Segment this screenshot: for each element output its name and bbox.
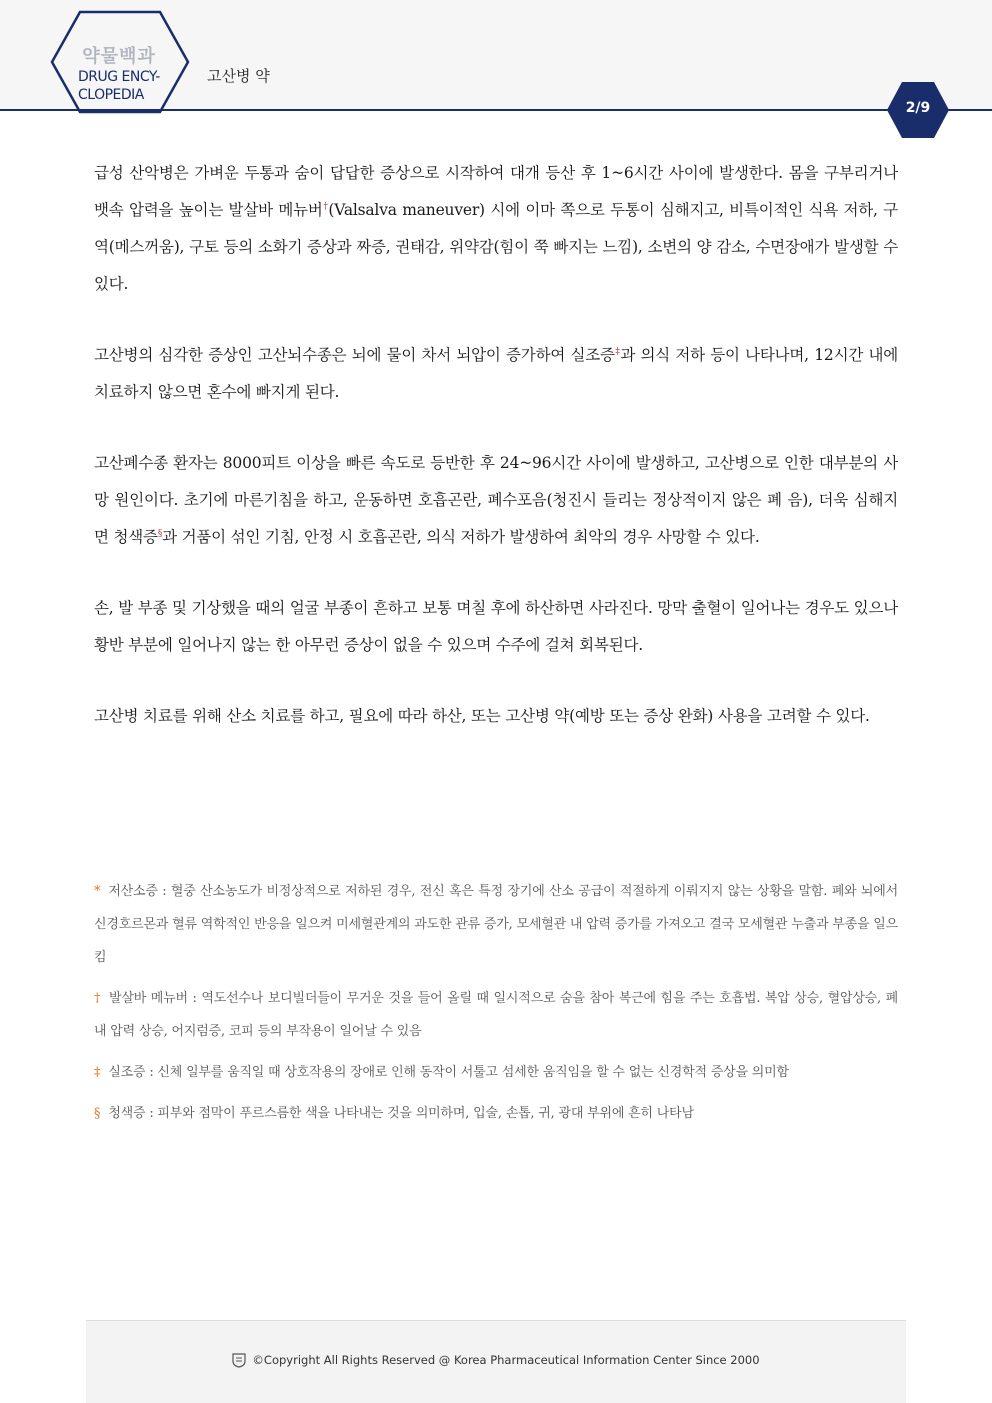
paragraph-text: (Valsalva maneuver) 시에 이마 쪽으로 두통이 심해지고, 비특이적인 식욕 저하, 구역(메스꺼움), 구토 등의 소화기 증상과 짜증, 권태감, 위약감(힘이 쭉 빠지는 느낌), 소변의 양 감소, 수면장애가 발생할 수 있다. <box>94 201 899 293</box>
main-content <box>94 155 898 769</box>
logo-korean: 약물백과 <box>82 46 156 67</box>
logo-english-line2: CLOPEDIA <box>78 87 144 103</box>
logo-english <box>78 68 178 104</box>
footnote-cyanosis <box>94 1097 898 1130</box>
footnote-mark: ‡ <box>614 346 621 357</box>
footnote-mark: § <box>157 528 163 539</box>
footnote-text: 저산소증 : 혈중 산소농도가 비정상적으로 저하된 경우, 전신 혹은 특정 장기에 산소 공급이 적절하게 이뤄지지 않는 상황을 말함. 폐와 뇌에서 신경호르몬과 혈류 역학적인 반응을 일으켜 미세혈관계의 과도한 관류 증가, 모세혈관 내 압력 증가를 가져오고 결국 모세혈관 누출과 부종을 일으킴 <box>94 884 898 965</box>
footnote-hypoxia <box>94 875 898 974</box>
footnote-text: 실조증 : 신체 일부를 움직일 때 상호작용의 장애로 인해 동작이 서툴고 섬세한 움직임을 할 수 없는 신경학적 증상을 의미함 <box>108 1065 789 1080</box>
paragraph-cerebral-edema <box>94 337 898 411</box>
paragraph-pulmonary-edema <box>94 445 898 556</box>
paragraph-text: 과 의식 저하 등이 나타나며, 12시간 내에 치료하지 않으면 혼수에 빠지게 된다. <box>94 346 899 401</box>
footnote-symbol: ‡ <box>94 1065 101 1080</box>
page-number: 2/9 <box>905 100 931 116</box>
paragraph-edema: 손, 발 부종 및 기상했을 때의 얼굴 부종이 흔하고 보통 며칠 후에 하산하면 사라진다. 망막 출혈이 일어나는 경우도 있으나 황반 부분에 일어나지 않는 한 아무런 증상이 없을 수 있으며 수주에 걸쳐 회복된다. <box>94 599 898 654</box>
footnote-valsalva <box>94 982 898 1048</box>
footer <box>86 1320 906 1403</box>
shield-icon <box>232 1353 246 1368</box>
paragraph-acute-mountain-sickness <box>94 155 898 303</box>
footnote-mark: † <box>322 201 329 212</box>
document-title: 고산병 약 <box>207 67 270 85</box>
copyright-text: ©Copyright All Rights Reserved @ Korea Pharmaceutical Information Center Since 2000 <box>252 1353 760 1367</box>
paragraph-text: 급성 산악병은 가벼운 두통과 숨이 답답한 증상으로 시작하여 대개 등산 후 1~6시간 사이에 발생한다. 몸을 구부리거나 뱃속 압력을 높이는 발살바 메뉴버 <box>94 164 898 219</box>
footnote-text: 청색증 : 피부와 점막이 푸르스름한 색을 나타내는 것을 의미하며, 입술, 손톱, 귀, 광대 부위에 흔히 나타남 <box>108 1106 694 1121</box>
footnote-symbol: § <box>94 1106 101 1121</box>
footnotes <box>94 875 898 1138</box>
paragraph-text: 과 거품이 섞인 기침, 안정 시 호흡곤란, 의식 저하가 발생하여 최악의 경우 사망할 수 있다. <box>162 528 760 546</box>
footer-copyright-row <box>86 1353 906 1368</box>
footnote-symbol: † <box>94 991 102 1006</box>
footnote-symbol: * <box>94 884 101 899</box>
footnote-ataxia <box>94 1056 898 1089</box>
paragraph-text: 고산병의 심각한 증상인 고산뇌수종은 뇌에 물이 차서 뇌압이 증가하여 실조증 <box>94 346 615 364</box>
paragraph-treatment: 고산병 치료를 위해 산소 치료를 하고, 필요에 따라 하산, 또는 고산병 약(예방 또는 증상 완화) 사용을 고려할 수 있다. <box>94 707 870 725</box>
paragraph-text: 고산폐수종 환자는 8000피트 이상을 빠른 속도로 등반한 후 24~96시간 사이에 발생하고, 고산병으로 인한 대부분의 사망 원인이다. 초기에 마른기침을 하고, 운동하면 호흡곤란, 폐수포음(청진시 들리는 정상적이지 않은 폐 음), 더욱 심해지면 청색증 <box>94 454 898 546</box>
logo-english-line1: DRUG ENCY- <box>78 69 160 85</box>
footnote-text: 발살바 메뉴버 : 역도선수나 보디빌더들이 무거운 것을 들어 올릴 때 일시적으로 숨을 참아 복근에 힘을 주는 호흡법. 복압 상승, 혈압상승, 폐 내 압력 상승, 어지럼증, 코피 등의 부작용이 일어날 수 있음 <box>94 991 898 1039</box>
